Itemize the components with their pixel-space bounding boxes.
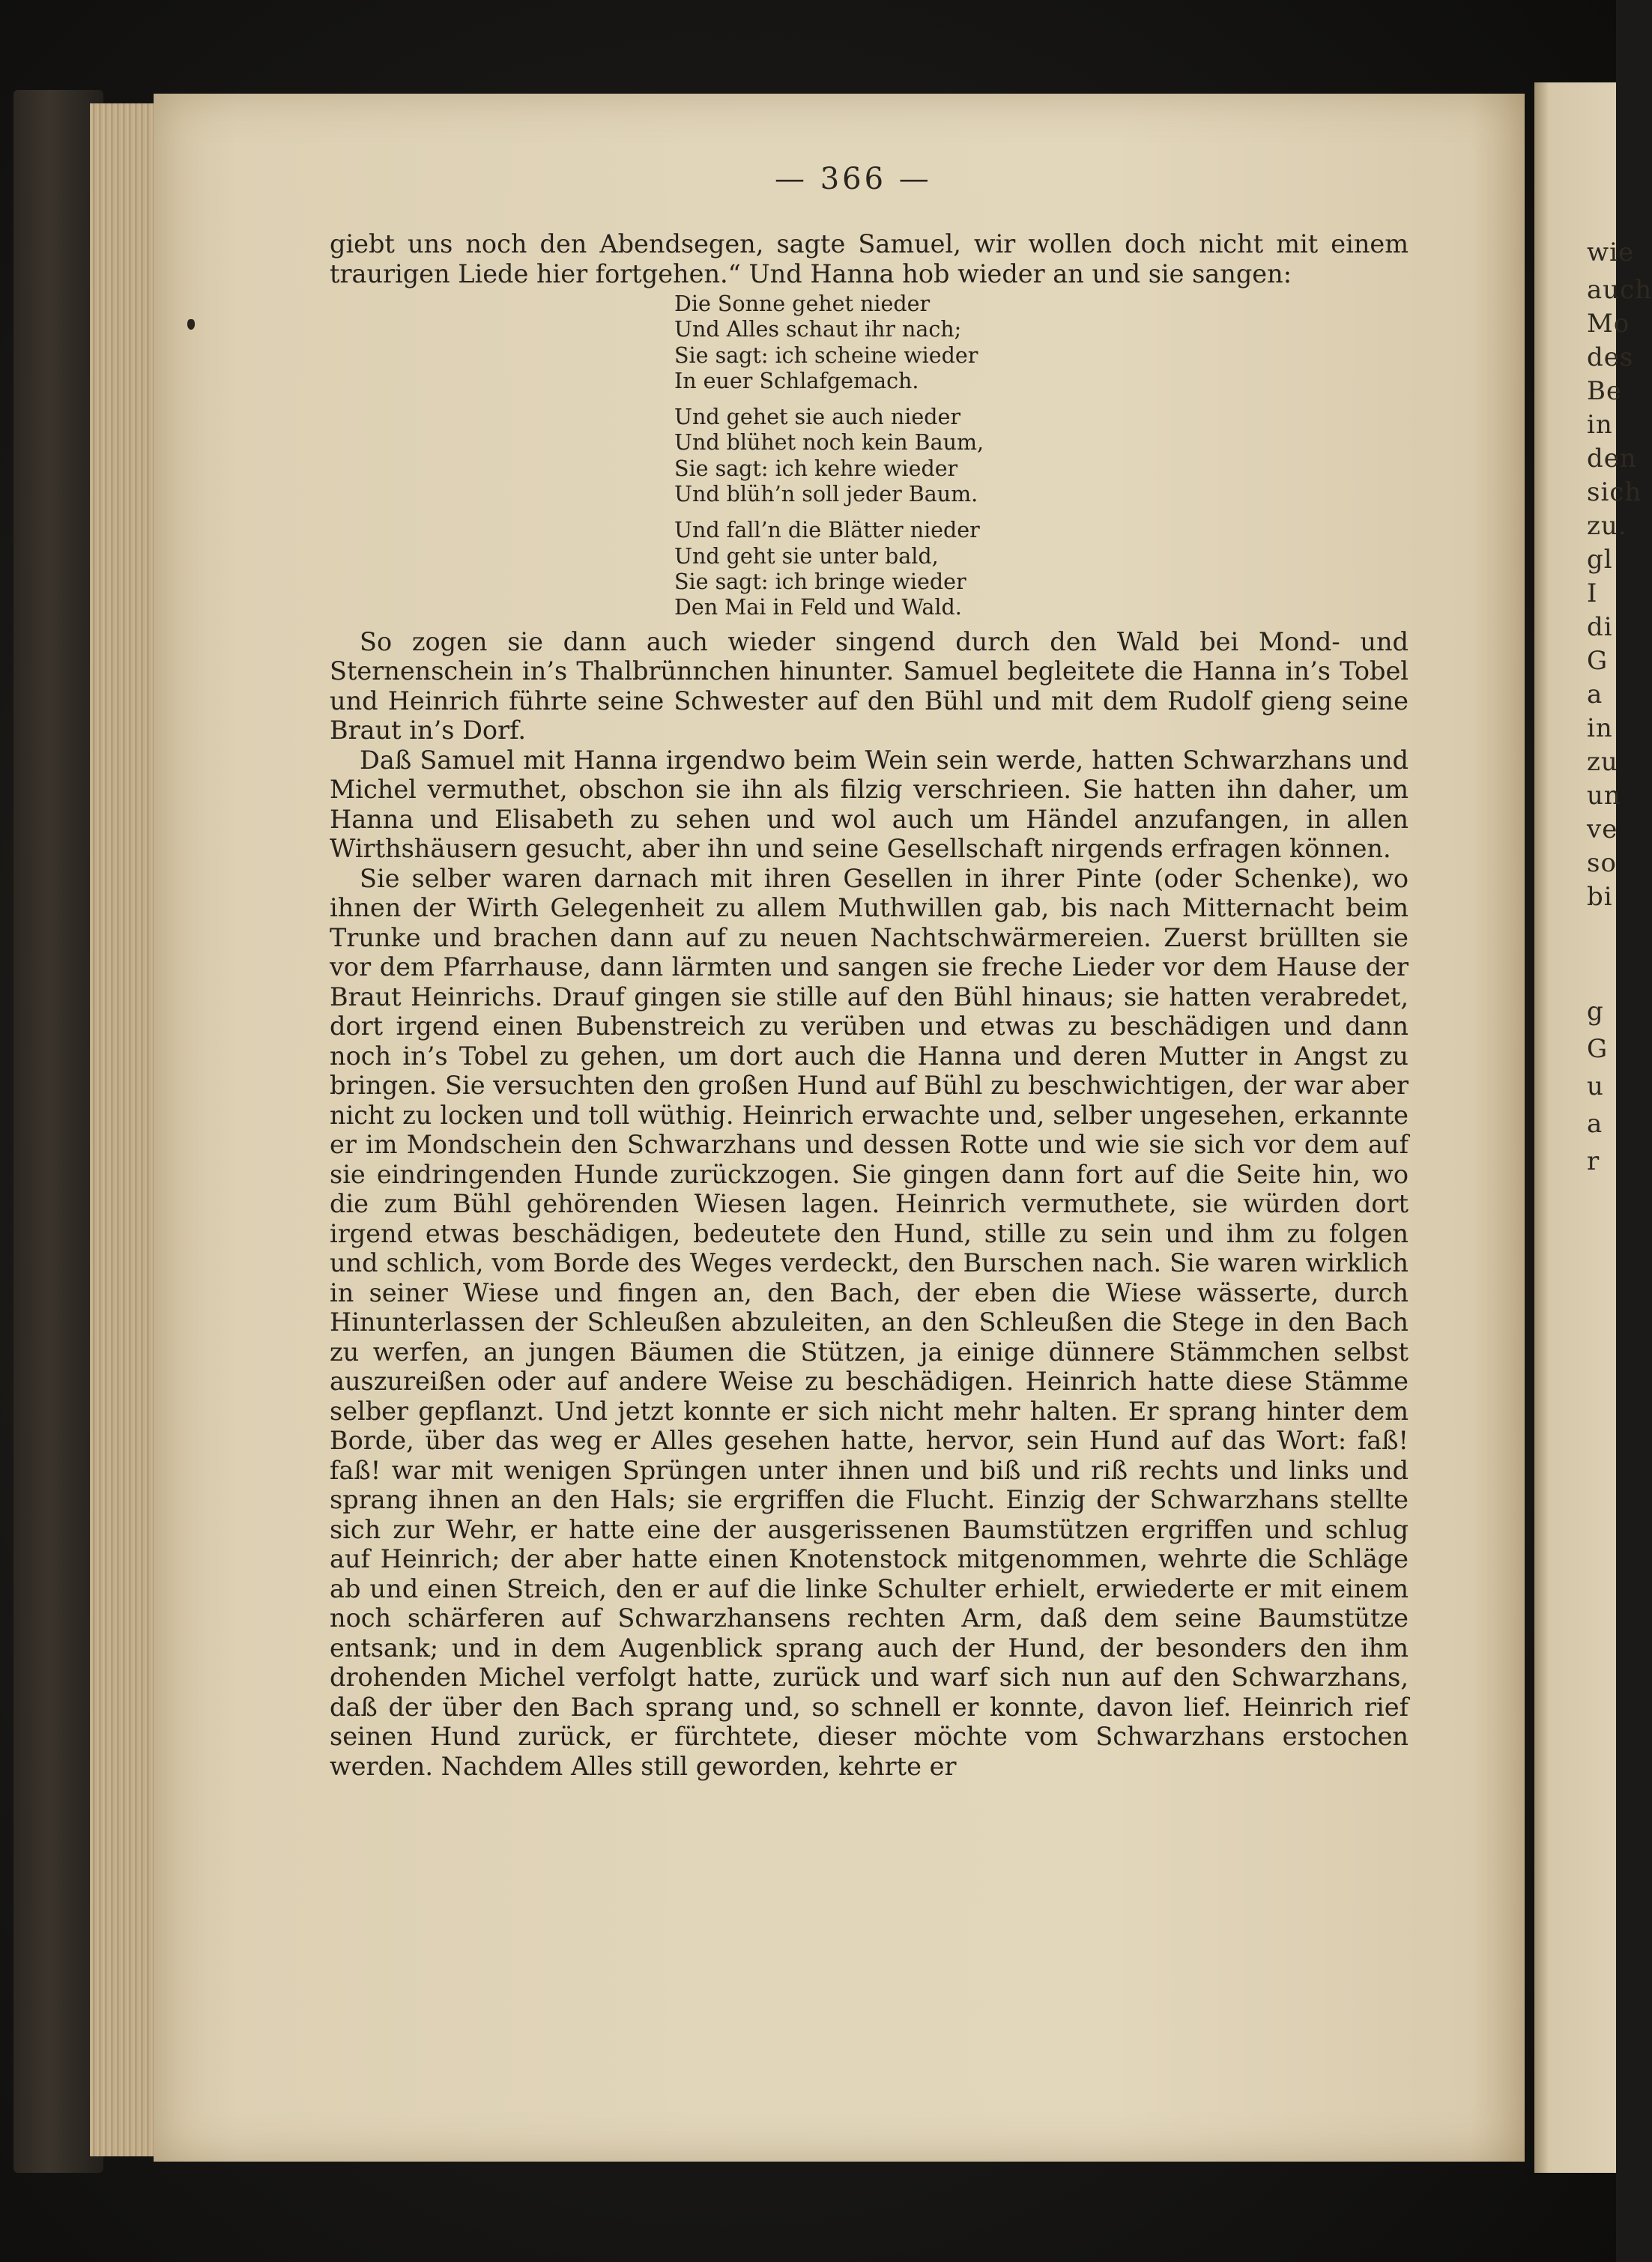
poem-line: Sie sagt: ich bringe wieder: [674, 569, 966, 594]
poem-stanza: [674, 291, 1409, 394]
facing-page-fragment: des: [1587, 342, 1634, 372]
poem-line: Sie sagt: ich scheine wieder: [674, 342, 978, 368]
poem-stanza: [674, 518, 1409, 620]
facing-page-fragment: G: [1587, 1034, 1609, 1064]
facing-page-fragment: g: [1587, 997, 1604, 1026]
poem-line: Und Alles schaut ihr nach;: [674, 317, 962, 342]
poem-stanza: [674, 405, 1409, 507]
facing-page-fragment: in: [1587, 713, 1613, 743]
facing-page: [1534, 82, 1652, 2173]
facing-page-fragment: den: [1587, 444, 1637, 474]
facing-page-fragment: ve: [1587, 814, 1618, 844]
facing-page-fragment: di: [1587, 612, 1613, 642]
poem: [674, 291, 1409, 621]
facing-page-fragment: a: [1587, 1109, 1603, 1139]
poem-line: Sie sagt: ich kehre wieder: [674, 456, 958, 481]
facing-page-fragment: wie: [1587, 238, 1635, 267]
facing-page-fragment: a: [1587, 680, 1603, 710]
facing-page-fragment: un: [1587, 781, 1621, 811]
facing-page-fragment: so: [1587, 848, 1617, 878]
facing-page-fragment: Be: [1587, 376, 1623, 406]
poem-line: In euer Schlafgemach.: [674, 368, 919, 393]
facing-page-fragment: auch: [1587, 275, 1652, 305]
facing-page-fragment: u: [1587, 1071, 1604, 1101]
facing-page-fragment: r: [1587, 1146, 1600, 1176]
poem-line: Und blüh’n soll jeder Baum.: [674, 482, 978, 507]
poem-line: Und gehet sie auch nieder: [674, 405, 960, 430]
facing-page-fragment: in: [1587, 410, 1613, 440]
poem-line: Und blühet noch kein Baum,: [674, 430, 984, 456]
poem-line: Die Sonne gehet nieder: [674, 291, 931, 316]
poem-line: Und fall’n die Blätter nieder: [674, 518, 980, 543]
facing-page-fragment: Mo: [1587, 309, 1630, 339]
facing-page-fragment: bi: [1587, 882, 1613, 912]
page-text: [330, 229, 1409, 1781]
facing-page-fragment: zu: [1587, 747, 1618, 777]
page-number: — 366 —: [775, 162, 932, 196]
facing-page-fragment: gl: [1587, 545, 1613, 575]
poem-line: Und geht sie unter bald,: [674, 543, 939, 569]
facing-page-fragment: I: [1587, 578, 1598, 608]
ink-mark: [187, 319, 195, 330]
paragraph: So zogen sie dann auch wieder singend durch den Wald bei Mond- und Sternenschein in’s Thalbrünnchen hinunter. Samuel begleitete die Hanna in’s Tobel und Heinrich führte seine Schwester auf den Bühl und mit dem Rudolf gieng seine Braut in’s Dorf.: [330, 626, 1409, 746]
paragraph: giebt uns noch den Abendsegen, sagte Samuel, wir wollen doch nicht mit einem traurigen Liede hier fortgehen.“ Und Hanna hob wieder an und sie sangen:: [330, 229, 1409, 288]
facing-page-fragment: zu.: [1587, 511, 1627, 541]
facing-page-fragment: G: [1587, 646, 1609, 676]
paragraph: Daß Samuel mit Hanna irgendwo beim Wein sein werde, hatten Schwarzhans und Michel vermuthet, obschon sie ihn als filzig verschrieen. Sie hatten ihn daher, um Hanna und Elisabeth zu sehen und wol auch um Händel anzufangen, in allen Wirthshäusern gesucht, aber ihn und seine Gesellschaft nirgends erfragen können.: [330, 745, 1409, 864]
paragraph: Sie selber waren darnach mit ihren Gesellen in ihrer Pinte (oder Schenke), wo ihnen der Wirth Gelegenheit zu allem Muthwillen gab, bis nach Mitternacht beim Trunke und brachen dann auf zu neuen Nachtschwärmereien. Zuerst brüllten sie vor dem Pfarrhause, dann lärmten und sangen sie freche Lieder vor dem Hause der Braut Heinrichs. Drauf gingen sie stille auf den Bühl hinaus; sie hatten verabredet, dort irgend einen Bubenstreich zu verüben und etwas zu beschädigen und dann noch in’s Tobel zu gehen, um dort auch die Hanna und deren Mutter in Angst zu bringen. Sie versuchten den großen Hund auf Bühl zu beschwichtigen, der war aber nicht zu locken und toll wüthig. Heinrich erwachte und, selber ungesehen, erkannte er im Mondschein den Schwarzhans und dessen Rotte und wie sie sich vor dem auf sie eindringenden Hunde zurückzogen. Sie gingen dann fort auf die Seite hin, wo die zum Bühl gehörenden Wiesen lagen. Heinrich vermuthete, sie würden dort irgend etwas beschädigen, bedeutete den Hund, stille zu sein und ihm zu folgen und schlich, vom Borde des Weges verdeckt, den Burschen nach. Sie waren wirklich in seiner Wiese und fingen an, den Bach, der eben die Wiese wässerte, durch Hinunterlassen der Schleußen abzuleiten, an den Schleußen die Stege in den Bach zu werfen, an jungen Bäumen die Stützen, ja einige dünnere Stämmchen selbst auszureißen oder auf andere Weise zu beschädigen. Heinrich hatte diese Stämme selber gepflanzt. Und jetzt konnte er sich nicht mehr halten. Er sprang hinter dem Borde, über das weg er Alles gesehen hatte, hervor, sein Hund auf das Wort: faß! faß! war mit wenigen Sprüngen unter ihnen und biß und riß rechts und links und sprang ihnen an den Hals; sie ergriffen die Flucht. Einzig der Schwarzhans stellte sich zur Wehr, er hatte eine der ausgerissenen Baumstützen ergriffen und schlug auf Heinrich; der aber hatte einen Knotenstock mitgenommen, wehrte die Schläge ab und einen Streich, den er auf die linke Schulter erhielt, erwiederte er mit einem noch schärferen auf Schwarzhansens rechten Arm, daß dem seine Baumstütze entsank; und in dem Augenblick sprang auch der Hund, der besonders den ihm drohenden Michel verfolgt hatte, zurück und warf sich nun auf den Schwarzhans, daß der über den Bach sprang und, so schnell er konnte, davon lief. Heinrich rief seinen Hund zurück, er fürchtete, dieser möchte vom Schwarzhans erstochen werden. Nachdem Alles still geworden, kehrte er: [330, 863, 1409, 1781]
poem-line: Den Mai in Feld und Wald.: [674, 595, 962, 620]
facing-page-fragment: sich: [1587, 477, 1642, 507]
